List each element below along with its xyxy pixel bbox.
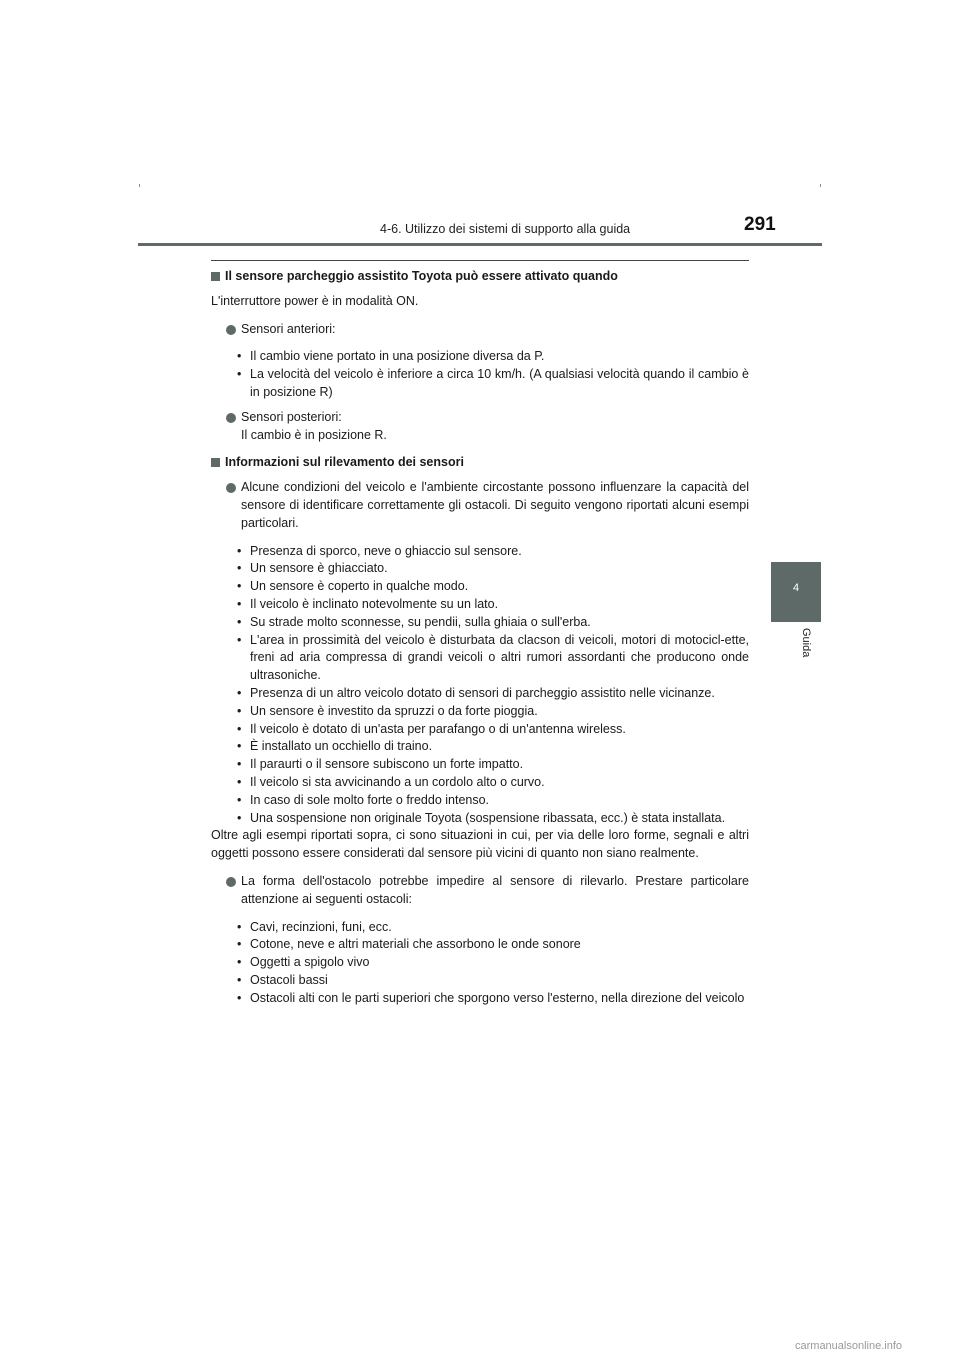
content-rule [211,260,749,261]
body-paragraph: Oltre agli esempi riportati sopra, ci sono situazioni in cui, per via delle loro forme, segnali e altri oggetti possono essere considerati dal sensore più vicini di quanto non siano realmente. [211,828,749,861]
bullet-item [226,479,749,532]
list-item: • Oggetti a spigolo vivo [237,954,749,972]
list-item: • In caso di sole molto forte o freddo intenso. [237,792,749,810]
bullet-label: Sensori anteriori: [241,321,336,336]
crop-mark-right [820,184,821,187]
sub-list [237,348,749,401]
chapter-number: 4 [792,582,800,594]
intro-text: L'interruttore power è in modalità ON. [211,293,419,308]
list-item: • È installato un occhiello di traino. [237,738,749,756]
list-item: • Un sensore è investito da spruzzi o da forte pioggia. [237,703,749,721]
square-bullet-icon [211,272,220,281]
chapter-tab[interactable] [771,562,821,622]
bullet-label: Sensori posteriori: [241,409,342,424]
bullet-item [226,873,749,909]
crop-mark-left [139,184,140,187]
sub-list [237,543,749,828]
list-item: • La velocità del veicolo è inferiore a circa 10 km/h. (A qualsiasi velocità quando il cambio è in posizione R) [237,366,749,402]
list-item: • Presenza di un altro veicolo dotato di sensori di parcheggio assistito nelle vicinanze. [237,685,749,703]
bullet-item [226,409,749,445]
list-item: • Il veicolo si sta avvicinando a un cordolo alto o curvo. [237,774,749,792]
list-item: • Su strade molto sconnesse, su pendii, sulla ghiaia o sull'erba. [237,614,749,632]
circle-bullet-icon [226,877,236,887]
chapter-label: Guida [800,628,812,658]
bullet-text: La forma dell'ostacolo potrebbe impedire al sensore di rilevarlo. Prestare particolare attenzione ai seguenti ostacoli: [241,873,749,906]
section-heading [211,454,749,472]
watermark: carmanualsonline.info [795,1340,903,1352]
list-item: • Un sensore è ghiacciato. [237,560,749,578]
sub-list [237,919,749,1008]
header-title: 4-6. Utilizzo dei sistemi di supporto alla guida [380,222,631,236]
circle-bullet-icon [226,325,236,335]
list-item: • Il veicolo è dotato di un'asta per parafango o di un'antenna wireless. [237,721,749,739]
list-item: • L'area in prossimità del veicolo è disturbata da clacson di veicoli, motori di motocicl-ette, freni ad aria compressa di grandi veicoli o altri rumori assordanti che producono onde ultrasoniche. [237,632,749,685]
section-heading [211,268,749,286]
square-bullet-icon [211,458,220,467]
page-number: 291 [744,214,776,235]
section-heading-text: Il sensore parcheggio assistito Toyota può essere attivato quando [225,269,618,283]
bullet-item [226,321,749,339]
page-content [211,268,749,1007]
list-item: • Cavi, recinzioni, funi, ecc. [237,919,749,937]
list-item: • Il cambio viene portato in una posizione diversa da P. [237,348,749,366]
list-item: • Un sensore è coperto in qualche modo. [237,578,749,596]
bullet-text: Il cambio è in posizione R. [241,427,387,442]
list-item: • Il veicolo è inclinato notevolmente su un lato. [237,596,749,614]
list-item: • Ostacoli bassi [237,972,749,990]
list-item: • Presenza di sporco, neve o ghiaccio sul sensore. [237,543,749,561]
list-item: • Cotone, neve e altri materiali che assorbono le onde sonore [237,936,749,954]
bullet-text: Alcune condizioni del veicolo e l'ambiente circostante possono influenzare la capacità del sensore di identificare correttamente gli ostacoli. Di seguito vengono riportati alcuni esempi particolari. [241,480,749,530]
circle-bullet-icon [226,483,236,493]
circle-bullet-icon [226,413,236,423]
list-item: • Una sospensione non originale Toyota (sospensione ribassata, ecc.) è stata installata. [237,810,749,828]
section-heading-text: Informazioni sul rilevamento dei sensori [225,455,464,470]
header-rule [138,243,822,246]
list-item: • Il paraurti o il sensore subiscono un forte impatto. [237,756,749,774]
list-item: • Ostacoli alti con le parti superiori che sporgono verso l'esterno, nella direzione del veicolo [237,990,749,1008]
